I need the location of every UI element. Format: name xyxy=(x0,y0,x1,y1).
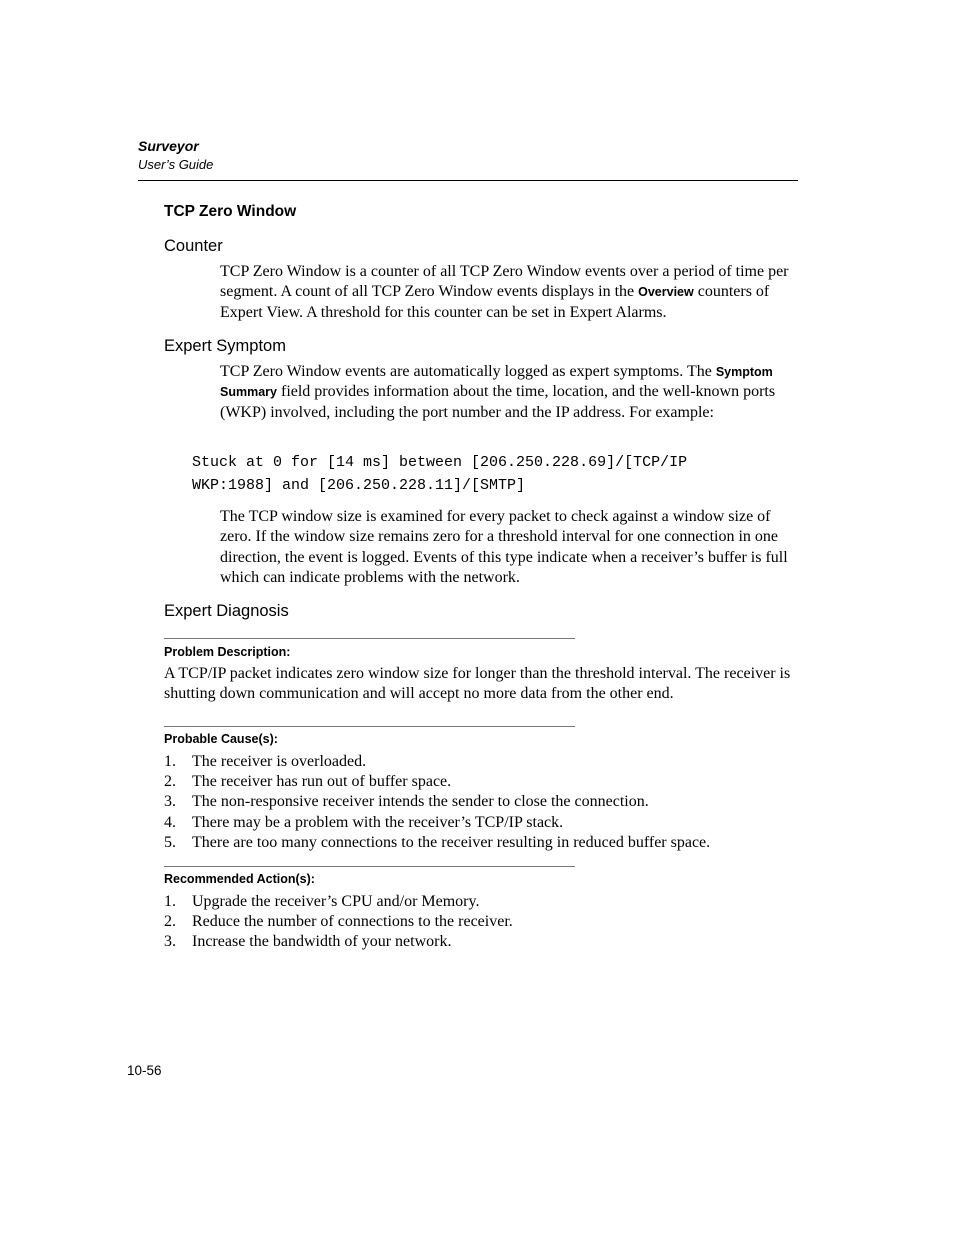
list-text: The non-responsive receiver intends the sender to close the connection. xyxy=(192,793,649,811)
code-example xyxy=(192,451,687,497)
list-item xyxy=(164,792,804,812)
page-number: 10-56 xyxy=(127,1063,162,1078)
expert-diagnosis-heading: Expert Diagnosis xyxy=(164,602,289,620)
recommended-actions-list xyxy=(164,892,804,953)
list-number: 5. xyxy=(164,833,176,851)
counter-paragraph xyxy=(220,262,796,323)
expert-symptom-paragraph xyxy=(220,362,788,423)
list-number: 2. xyxy=(164,913,176,931)
counter-heading: Counter xyxy=(164,237,223,255)
causes-rule xyxy=(164,726,575,727)
section-title: TCP Zero Window xyxy=(164,203,297,220)
list-text: The receiver has run out of buffer space. xyxy=(192,773,452,791)
expert-symptom-text-2: field provides information about the time, location, and the well-known ports (WKP) involved, including the port number and the IP address. For example: xyxy=(220,383,776,421)
counter-text-2: counters of Expert View. A threshold for this counter can be set in Expert Alarms. xyxy=(220,283,770,321)
list-text: There may be a problem with the receiver’s TCP/IP stack. xyxy=(192,813,564,831)
expert-symptom-text-1: TCP Zero Window events are automatically logged as expert symptoms. The xyxy=(220,363,716,380)
list-text: Upgrade the receiver’s CPU and/or Memory. xyxy=(192,893,480,910)
code-line-2: WKP:1988] and [206.250.228.11]/[SMTP] xyxy=(192,477,526,494)
recommended-actions-label: Recommended Action(s): xyxy=(164,872,315,886)
window-size-paragraph: The TCP window size is examined for every packet to check against a window size of zero. If the window size remains zero for a threshold interval for one connection in one direction, the event is logged. Events of this type indicate when a receiver’s buffer is full which can indicate problems with the network. xyxy=(220,508,788,587)
list-number: 4. xyxy=(164,813,176,831)
list-number: 2. xyxy=(164,773,176,791)
header-rule xyxy=(138,180,798,181)
list-number: 3. xyxy=(164,933,176,951)
list-item xyxy=(164,813,804,833)
expert-symptom-heading: Expert Symptom xyxy=(164,337,286,355)
problem-description-text: A TCP/IP packet indicates zero window size for longer than the threshold interval. The receiver is shutting down communication and will accept no more data from the other end. xyxy=(164,665,791,703)
code-line-1: Stuck at 0 for [14 ms] between [206.250.228.69]/[TCP/IP xyxy=(192,454,688,471)
list-item xyxy=(164,932,804,952)
actions-rule xyxy=(164,866,575,867)
list-text: Increase the bandwidth of your network. xyxy=(192,933,452,951)
probable-causes-label: Probable Cause(s): xyxy=(164,732,278,746)
list-text: The receiver is overloaded. xyxy=(192,753,367,770)
list-number: 1. xyxy=(164,893,176,910)
counter-text-1: TCP Zero Window is a counter of all TCP Zero Window events over a period of time per segment. A count of all TCP Zero Window events displays in the xyxy=(220,263,789,301)
problem-rule xyxy=(164,638,575,639)
running-header-title: Surveyor xyxy=(138,138,199,154)
list-item xyxy=(164,833,804,853)
running-header-subtitle: User’s Guide xyxy=(138,157,214,172)
list-number: 1. xyxy=(164,753,176,770)
list-number: 3. xyxy=(164,793,176,811)
list-item xyxy=(164,772,804,792)
list-text: Reduce the number of connections to the receiver. xyxy=(192,913,513,931)
problem-description-label: Problem Description: xyxy=(164,645,291,659)
probable-causes-list xyxy=(164,752,804,853)
list-text: There are too many connections to the receiver resulting in reduced buffer space. xyxy=(192,833,711,851)
list-item xyxy=(164,752,804,772)
overview-label: Overview xyxy=(638,285,694,300)
symptom-summary-label: Symptom Summary xyxy=(220,365,773,400)
list-item xyxy=(164,912,804,932)
list-item xyxy=(164,892,804,912)
